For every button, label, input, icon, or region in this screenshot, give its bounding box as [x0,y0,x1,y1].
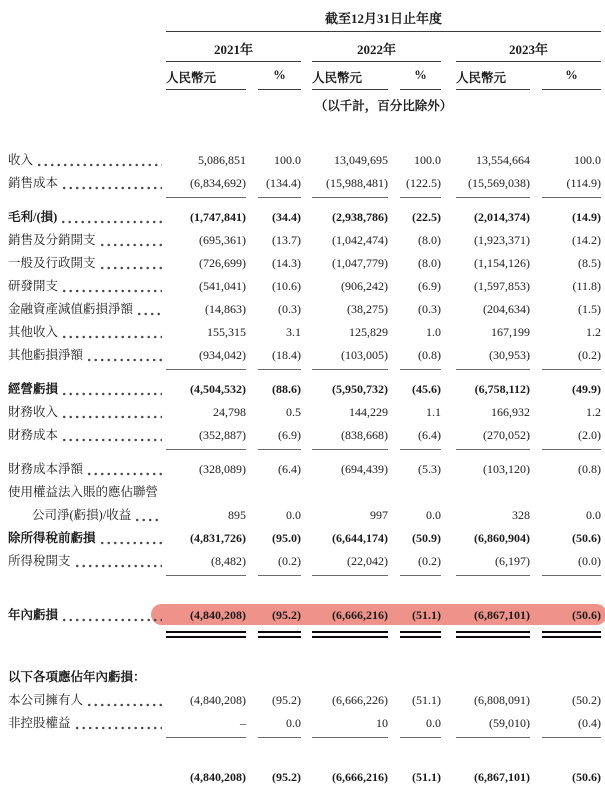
cell-general-admin-expenses-col2: (1,047,779) [332,256,388,270]
column-header-percent-2021: % [258,68,301,90]
cell-finance-costs-col5: (2.0) [542,424,601,450]
cell-other-losses-net-col1: (18.4) [258,344,301,370]
cell-gross-profit-loss-col2: (2,938,786) [332,210,388,224]
cell-other-income-col5: 1.2 [586,325,601,339]
row-label-text: 本公司擁有人 [8,693,84,707]
dot-leader [63,415,162,419]
cell-loss-before-income-tax-col4: (6,860,904) [474,531,530,545]
column-header-row [166,68,601,90]
cell-cost-of-sales-col0: (6,834,692) [166,172,246,198]
row-label [8,275,166,298]
year-header-2023: 2023年 [456,39,601,62]
cell-finance-income-col1: 0.5 [286,405,301,419]
cell-rd-expenses-col5: (11.8) [572,279,601,293]
cell-total-loss-for-the-year-col5: (50.6) [542,766,601,790]
cell-finance-costs-col0: (352,887) [166,424,246,450]
cell-operating-loss-col5: (49.9) [572,382,601,396]
row-label [8,504,166,527]
dot-leader [101,243,162,247]
cell-loss-for-the-year-col4: (6,867,101) [456,604,530,638]
row-label [8,424,166,447]
dot-leader [63,438,162,442]
cell-owners-of-company-col3: (51.1) [412,693,441,707]
cell-loss-for-the-year-col3: (51.1) [400,604,441,638]
cell-net-finance-costs-col0: (328,089) [199,462,246,476]
row-attribution-header [8,666,605,689]
cell-non-controlling-interests-col2: 10 [312,712,388,738]
row-net-finance-costs [8,458,605,481]
dot-leader [101,541,162,545]
dot-leader [63,186,162,190]
cell-revenue-col4: 13,554,664 [476,153,530,167]
cell-rd-expenses-col3: (6.9) [418,279,441,293]
dot-leader [63,392,162,396]
dot-leader [136,518,162,522]
cell-operating-loss-col0: (4,504,532) [190,382,246,396]
row-revenue [8,149,605,172]
cell-impairment-losses-financial-assets-col4: (204,634) [483,302,530,316]
cell-total-loss-for-the-year-col2: (6,666,216) [312,766,388,790]
cell-general-admin-expenses-col3: (8.0) [418,256,441,270]
row-label [8,321,166,344]
row-general-admin-expenses [8,252,605,275]
cell-net-finance-costs-col1: (6.4) [278,462,301,476]
cell-non-controlling-interests-col1: 0.0 [258,712,301,738]
row-label-text: 所得稅開支 [8,554,71,568]
row-label-text: 經營虧損 [8,382,59,396]
column-header-currency-2022: 人民幣元 [312,68,388,90]
row-label [8,252,166,275]
cell-owners-of-company-col0: (4,840,208) [190,693,246,707]
cell-total-loss-for-the-year-col1: (95.2) [258,766,301,790]
cell-share-of-associates-values-col1: 0.0 [286,508,301,522]
row-label-text: 銷售及分銷開支 [8,233,96,247]
cell-other-income-col2: 125,829 [349,325,388,339]
cell-owners-of-company-col4: (6,808,091) [474,693,530,707]
dot-leader [101,266,162,270]
row-label [8,229,166,252]
cell-rd-expenses-col1: (10.6) [272,279,301,293]
cell-net-finance-costs-col3: (5.3) [418,462,441,476]
row-label-text: 財務成本淨額 [8,462,84,476]
cell-other-income-col3: 1.0 [426,325,441,339]
cell-operating-loss-col4: (6,758,112) [474,382,530,396]
row-other-losses-net [8,344,605,370]
cell-finance-costs-col3: (6.4) [400,424,441,450]
column-header-percent-2023: % [542,68,601,90]
cell-selling-distribution-expenses-col3: (8.0) [418,233,441,247]
column-header-currency-2023: 人民幣元 [456,68,530,90]
row-loss-before-income-tax [8,527,605,550]
cell-gross-profit-loss-col4: (2,014,374) [474,210,530,224]
cell-revenue-col5: 100.0 [574,153,601,167]
cell-finance-costs-col4: (270,052) [456,424,530,450]
row-gross-profit-loss [8,206,605,229]
cell-finance-income-col3: 1.1 [426,405,441,419]
cell-general-admin-expenses-col0: (726,699) [199,256,246,270]
cell-loss-for-the-year-col2: (6,666,216) [312,604,388,638]
cell-selling-distribution-expenses-col2: (1,042,474) [332,233,388,247]
row-label [8,527,166,550]
period-title: 截至12月31日止年度 [166,8,601,32]
dot-leader [63,335,162,339]
row-label-text: 其他虧損淨額 [8,348,84,362]
dot-leader [88,703,162,707]
cell-cost-of-sales-col5: (114.9) [542,172,601,198]
cell-loss-before-income-tax-col0: (4,831,726) [190,531,246,545]
cell-finance-income-col5: 1.2 [586,405,601,419]
row-label [8,206,166,229]
cell-other-losses-net-col5: (0.2) [542,344,601,370]
row-label-text: 毛利/(損) [8,210,58,224]
year-header-2022: 2022年 [312,39,441,62]
cell-impairment-losses-financial-assets-col3: (0.3) [418,302,441,316]
row-label-text: 除所得稅前虧損 [8,531,96,545]
cell-cost-of-sales-col2: (15,988,481) [312,172,388,198]
cell-income-tax-expense-col4: (6,197) [456,550,530,576]
dot-leader [63,289,162,293]
row-label-text: 銷售成本 [8,176,59,190]
cell-operating-loss-col1: (88.6) [272,382,301,396]
row-label-text: 以下各項應佔年內虧損： [8,670,146,684]
cell-finance-income-col2: 144,229 [349,405,388,419]
cell-impairment-losses-financial-assets-col0: (14,863) [205,302,246,316]
row-rd-expenses [8,275,605,298]
year-group-row [166,39,601,62]
row-label-text: 一般及行政開支 [8,256,96,270]
row-impairment-losses-financial-assets [8,298,605,321]
cell-revenue-col1: 100.0 [274,153,301,167]
row-label-text: 財務成本 [8,428,59,442]
cell-cost-of-sales-col4: (15,569,038) [456,172,530,198]
cell-net-finance-costs-col5: (0.8) [578,462,601,476]
dot-leader [38,163,162,167]
cell-impairment-losses-financial-assets-col2: (38,275) [347,302,388,316]
cell-loss-for-the-year-col1: (95.2) [258,604,301,638]
cell-gross-profit-loss-col0: (1,747,841) [190,210,246,224]
table-body [8,149,605,790]
cell-gross-profit-loss-col3: (22.5) [412,210,441,224]
cell-non-controlling-interests-col4: (59,010) [456,712,530,738]
row-cost-of-sales [8,172,605,198]
row-label-text: 使用權益法入賬的應佔聯營 [8,485,159,499]
cell-rd-expenses-col0: (541,041) [199,279,246,293]
row-label [8,666,166,689]
cell-operating-loss-col2: (5,950,732) [332,382,388,396]
dot-leader [138,312,162,316]
column-header-currency-2021: 人民幣元 [166,68,246,90]
cell-income-tax-expense-col3: (0.2) [400,550,441,576]
row-label-text: 非控股權益 [8,716,71,730]
dot-leader [76,726,162,730]
row-label [8,298,166,321]
cell-cost-of-sales-col3: (122.5) [400,172,441,198]
cell-selling-distribution-expenses-col4: (1,923,371) [474,233,530,247]
cell-cost-of-sales-col1: (134.4) [258,172,301,198]
cell-other-losses-net-col0: (934,042) [166,344,246,370]
cell-gross-profit-loss-col1: (34.4) [272,210,301,224]
cell-share-of-associates-values-col3: 0.0 [426,508,441,522]
row-finance-costs [8,424,605,450]
cell-non-controlling-interests-col0: – [166,712,246,738]
year-header-2021: 2021年 [166,39,301,62]
cell-loss-before-income-tax-col5: (50.6) [572,531,601,545]
row-share-of-associates-values [8,504,605,527]
row-share-of-associates-label [8,481,605,504]
cell-impairment-losses-financial-assets-col5: (1.5) [578,302,601,316]
row-label-text: 年內虧損 [8,608,59,622]
cell-operating-loss-col3: (45.6) [412,382,441,396]
cell-other-losses-net-col4: (30,953) [456,344,530,370]
cell-general-admin-expenses-col5: (8.5) [578,256,601,270]
cell-income-tax-expense-col2: (22,042) [312,550,388,576]
cell-share-of-associates-values-col2: 997 [370,508,388,522]
cell-total-loss-for-the-year-col3: (51.1) [400,766,441,790]
row-label [8,689,166,712]
cell-selling-distribution-expenses-col5: (14.2) [572,233,601,247]
row-label [8,458,166,481]
row-label-text: 財務收入 [8,405,59,419]
cell-income-tax-expense-col0: (8,482) [166,550,246,576]
cell-gross-profit-loss-col5: (14.9) [572,210,601,224]
cell-share-of-associates-values-col4: 328 [512,508,530,522]
cell-loss-before-income-tax-col1: (95.0) [272,531,301,545]
row-label [8,712,166,735]
cell-general-admin-expenses-col1: (14.3) [272,256,301,270]
cell-finance-income-col0: 24,798 [213,405,246,419]
cell-loss-for-the-year-col5: (50.6) [542,604,601,638]
cell-owners-of-company-col5: (50.2) [572,693,601,707]
row-income-tax-expense [8,550,605,576]
cell-net-finance-costs-col2: (694,439) [341,462,388,476]
row-label [8,378,166,401]
cell-general-admin-expenses-col4: (1,154,126) [474,256,530,270]
table-header [166,8,601,114]
column-header-percent-2022: % [400,68,441,90]
row-other-income [8,321,605,344]
cell-selling-distribution-expenses-col0: (695,361) [199,233,246,247]
row-label-text: 公司淨(虧損)/收益 [32,508,132,522]
row-loss-for-the-year [8,604,605,638]
cell-income-tax-expense-col1: (0.2) [258,550,301,576]
row-label-text: 其他收入 [8,325,59,339]
cell-other-income-col1: 3.1 [286,325,301,339]
row-owners-of-company [8,689,605,712]
cell-finance-costs-col1: (6.9) [258,424,301,450]
cell-rd-expenses-col4: (1,597,853) [474,279,530,293]
dot-leader [62,220,162,224]
cell-finance-income-col4: 166,932 [491,405,530,419]
cell-loss-before-income-tax-col2: (6,644,174) [332,531,388,545]
cell-net-finance-costs-col4: (103,120) [483,462,530,476]
dot-leader [88,358,162,362]
row-selling-distribution-expenses [8,229,605,252]
dot-leader [76,564,162,568]
cell-rd-expenses-col2: (906,242) [341,279,388,293]
dot-leader [88,472,162,476]
row-label [8,550,166,573]
cell-loss-before-income-tax-col3: (50.9) [412,531,441,545]
cell-other-income-col0: 155,315 [207,325,246,339]
cell-share-of-associates-values-col0: 895 [228,508,246,522]
cell-owners-of-company-col1: (95.2) [272,693,301,707]
row-finance-income [8,401,605,424]
cell-revenue-col3: 100.0 [414,153,441,167]
cell-revenue-col0: 5,086,851 [198,153,246,167]
cell-non-controlling-interests-col5: (0.4) [542,712,601,738]
row-label [8,149,166,172]
cell-owners-of-company-col2: (6,666,226) [332,693,388,707]
row-total-loss-for-the-year [8,766,605,790]
cell-selling-distribution-expenses-col1: (13.7) [272,233,301,247]
row-non-controlling-interests [8,712,605,738]
row-label [8,172,166,195]
cell-income-tax-expense-col5: (0.0) [542,550,601,576]
cell-total-loss-for-the-year-col4: (6,867,101) [456,766,530,790]
row-label-text: 收入 [8,153,34,167]
dot-leader [63,618,162,622]
cell-loss-for-the-year-col0: (4,840,208) [166,604,246,638]
cell-other-losses-net-col3: (0.8) [400,344,441,370]
units-note: （以千計，百分比除外） [314,99,453,113]
row-label-text: 研發開支 [8,279,59,293]
row-operating-loss [8,378,605,401]
row-label-text: 金融資產減值虧損淨額 [8,302,134,316]
cell-other-losses-net-col2: (103,005) [312,344,388,370]
cell-impairment-losses-financial-assets-col1: (0.3) [278,302,301,316]
cell-finance-costs-col2: (838,668) [312,424,388,450]
row-label [8,481,166,504]
cell-total-loss-for-the-year-col0: (4,840,208) [166,766,246,790]
cell-other-income-col4: 167,199 [491,325,530,339]
row-label [8,604,166,627]
cell-share-of-associates-values-col5: 0.0 [586,508,601,522]
cell-non-controlling-interests-col3: 0.0 [400,712,441,738]
cell-revenue-col2: 13,049,695 [334,153,388,167]
row-label [8,344,166,367]
row-label [8,401,166,424]
